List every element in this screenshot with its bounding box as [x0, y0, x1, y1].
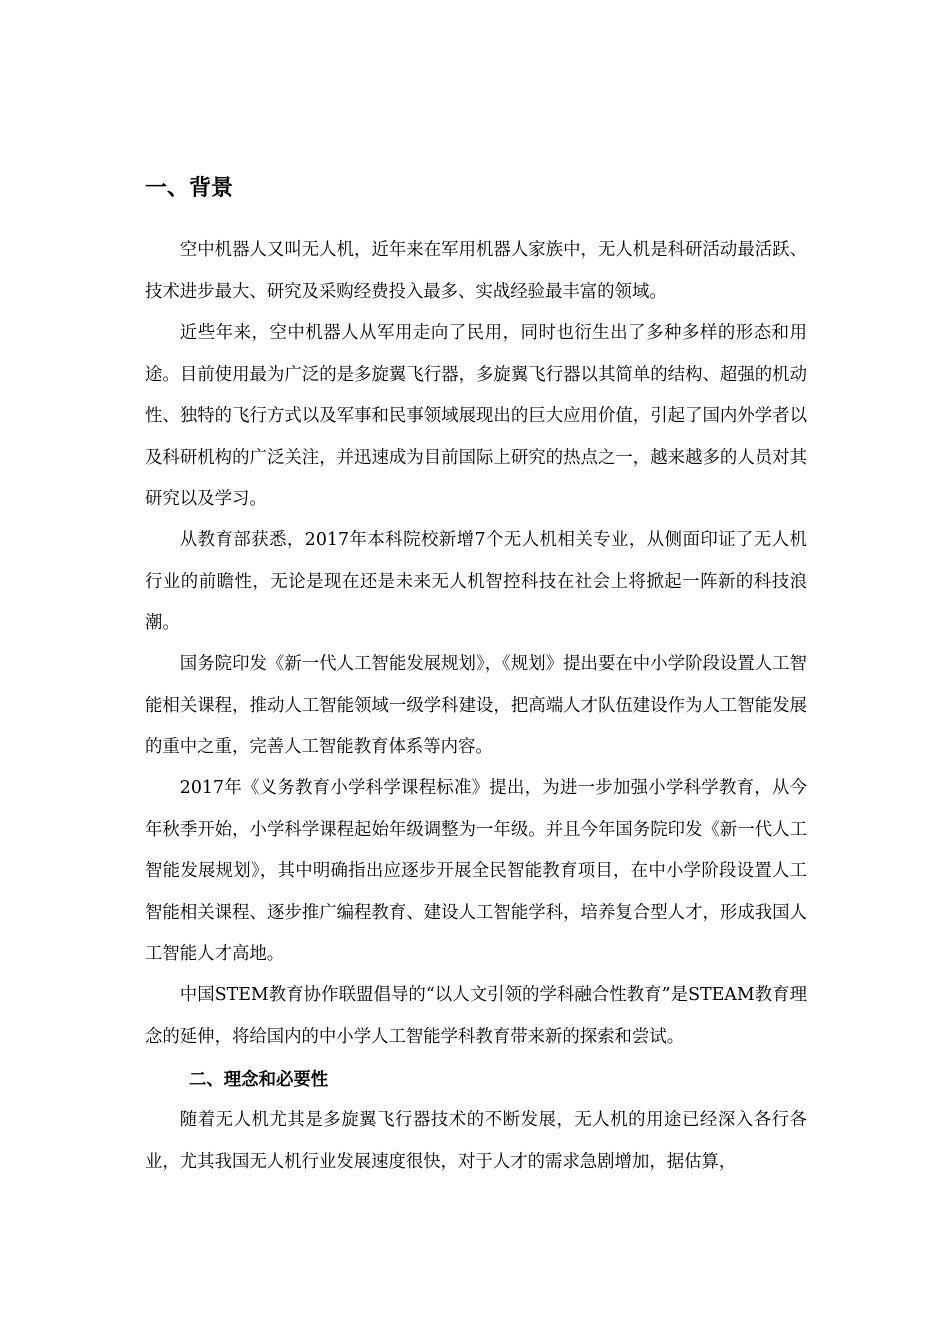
paragraph-1: 空中机器人又叫无人机，近年来在军用机器人家族中，无人机是科研活动最活跃、技术进步最大、研究及采购经费投入最多、实战经验最丰富的领域。 [145, 240, 807, 302]
paragraph-5: 2017年《义务教育小学科学课程标准》提出，为进一步加强小学科学教育，从今年秋季开始，小学科学课程起始年级调整为一年级。并且今年国务院印发《新一代人工智能发展规划》，其中明确指出应逐步开展全民智能教育项目，在中小学阶段设置人工智能相关课程、逐步推广编程教育、建设人工智能学科，培养复合型人才，形成我国人工智能人才高地。 [145, 778, 807, 964]
paragraph-2: 近些年来，空中机器人从军用走向了民用，同时也衍生出了多种多样的形态和用途。目前使用最为广泛的是多旋翼飞行器，多旋翼飞行器以其简单的结构、超强的机动性、独特的飞行方式以及军事和民事领域展现出的巨大应用价值，引起了国内外学者以及科研机构的广泛关注，并迅速成为目前国际上研究的热点之一，越来越多的人员对其研究以及学习。 [145, 323, 807, 509]
paragraph-3: 从教育部获悉，2017年本科院校新增7个无人机相关专业，从侧面印证了无人机行业的前瞻性，无论是现在还是未来无人机智控科技在社会上将掀起一阵新的科技浪潮。 [145, 530, 807, 633]
paragraph-4: 国务院印发《新一代人工智能发展规划》，《规划》提出要在中小学阶段设置人工智能相关课程，推动人工智能领域一级学科建设，把高端人才队伍建设作为人工智能发展的重中之重，完善人工智能教育体系等内容。 [145, 654, 807, 757]
paragraph-7: 随着无人机尤其是多旋翼飞行器技术的不断发展，无人机的用途已经深入各行各业，尤其我国无人机行业发展速度很快，对于人才的需求急剧增加，据估算， [145, 1110, 807, 1172]
section-heading-background: 一、背景 [145, 176, 234, 201]
paragraph-6: 中国STEM教育协作联盟倡导的“以人文引领的学科融合性教育”是STEAM教育理念的延伸，将给国内的中小学人工智能学科教育带来新的探索和尝试。 [145, 985, 807, 1047]
section-heading-rationale: 二、理念和必要性 [189, 1070, 329, 1090]
